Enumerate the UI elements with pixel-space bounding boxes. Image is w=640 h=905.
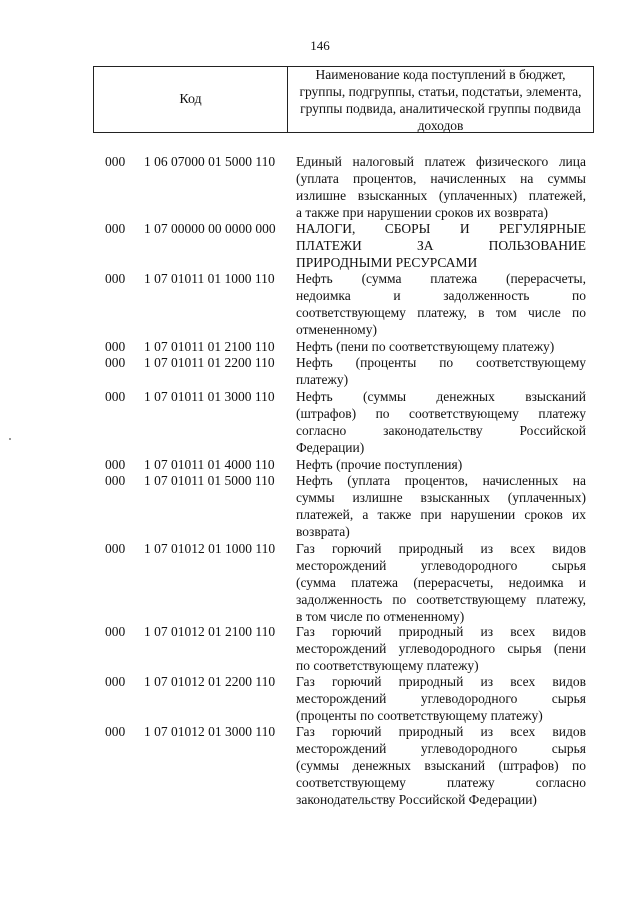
admin-code: 000 bbox=[105, 674, 126, 689]
description-line: а также при нарушении сроков их возврата) bbox=[296, 205, 548, 220]
description-line: Нефть (сумма платежа (перерасчеты, bbox=[296, 271, 586, 286]
revenue-description bbox=[296, 540, 586, 625]
description-line: месторождений углеводородного сырья (пени bbox=[296, 641, 586, 656]
description-line: ПРИРОДНЫМИ РЕСУРСАМИ bbox=[296, 255, 478, 270]
admin-code: 000 bbox=[105, 154, 126, 169]
scan-mark bbox=[9, 438, 11, 440]
description-line: суммы излишне взысканных (уплаченных) bbox=[296, 490, 586, 505]
admin-code: 000 bbox=[105, 271, 126, 286]
name-column-header: Наименование кода поступлений в бюджет, группы, подгруппы, статьи, подстатьи, элемента, группы подвида, аналитической группы подвида доходов bbox=[299, 66, 582, 133]
description-line: недоимка и задолженность по bbox=[296, 288, 586, 303]
revenue-description bbox=[296, 456, 586, 473]
revenue-code: 1 07 01011 01 3000 110 bbox=[144, 389, 275, 404]
description-line: излишне взысканных (уплаченных) платежей, bbox=[296, 188, 586, 203]
revenue-code: 1 07 01012 01 2100 110 bbox=[144, 624, 276, 639]
description-line: месторождений углеводородного сырья bbox=[296, 691, 586, 706]
description-line: Нефть (уплата процентов, начисленных на bbox=[296, 473, 586, 488]
description-line: (сумма платежа (перерасчеты, недоимка и bbox=[296, 575, 586, 590]
description-line: (уплата процентов, начисленных на суммы bbox=[296, 171, 586, 186]
revenue-description bbox=[296, 673, 586, 724]
description-line: задолженность по соответствующему платежу, bbox=[296, 592, 586, 607]
revenue-description bbox=[296, 623, 586, 674]
revenue-code: 1 07 01012 01 3000 110 bbox=[144, 724, 276, 739]
description-line: Единый налоговый платеж физического лица bbox=[296, 154, 586, 169]
description-line: законодательству Российской Федерации) bbox=[296, 792, 537, 807]
admin-code: 000 bbox=[105, 221, 126, 236]
description-line: Газ горючий природный из всех видов bbox=[296, 674, 586, 689]
admin-code: 000 bbox=[105, 389, 126, 404]
description-line: ПЛАТЕЖИ ЗА ПОЛЬЗОВАНИЕ bbox=[296, 238, 586, 253]
revenue-description bbox=[296, 354, 586, 388]
description-line: по соответствующему платежу) bbox=[296, 658, 479, 673]
admin-code: 000 bbox=[105, 339, 126, 354]
code-column-header: Код bbox=[94, 67, 288, 132]
description-line: (суммы денежных взысканий (штрафов) по bbox=[296, 758, 586, 773]
admin-code: 000 bbox=[105, 624, 126, 639]
description-line: Газ горючий природный из всех видов bbox=[296, 541, 586, 556]
page-number: 146 bbox=[310, 38, 330, 53]
description-line: (штрафов) по соответствующему платежу bbox=[296, 406, 586, 421]
description-line: Газ горючий природный из всех видов bbox=[296, 724, 586, 739]
revenue-code: 1 06 07000 01 5000 110 bbox=[144, 154, 276, 169]
description-line: возврата) bbox=[296, 524, 350, 539]
description-line: Газ горючий природный из всех видов bbox=[296, 624, 586, 639]
description-line: месторождений углеводородного сырья bbox=[296, 741, 586, 756]
revenue-description bbox=[296, 472, 586, 540]
admin-code: 000 bbox=[105, 355, 126, 370]
description-line: НАЛОГИ, СБОРЫ И РЕГУЛЯРНЫЕ bbox=[296, 221, 586, 236]
description-line: месторождений углеводородного сырья bbox=[296, 558, 586, 573]
description-line: Федерации) bbox=[296, 440, 365, 455]
revenue-description bbox=[296, 270, 586, 338]
description-line: платежу) bbox=[296, 372, 349, 387]
admin-code: 000 bbox=[105, 457, 126, 472]
description-line: согласно законодательству Российской bbox=[296, 423, 586, 438]
admin-code: 000 bbox=[105, 724, 126, 739]
description-line: Нефть (прочие поступления) bbox=[296, 457, 463, 472]
description-line: Нефть (суммы денежных взысканий bbox=[296, 389, 586, 404]
revenue-description bbox=[296, 220, 586, 271]
admin-code: 000 bbox=[105, 541, 126, 556]
description-line: соответствующему платежу согласно bbox=[296, 775, 586, 790]
description-line: в том числе по отмененному) bbox=[296, 609, 465, 624]
revenue-code: 1 07 01011 01 1000 110 bbox=[144, 271, 275, 286]
revenue-description bbox=[296, 388, 586, 456]
description-line: отмененному) bbox=[296, 322, 377, 337]
revenue-code: 1 07 01011 01 4000 110 bbox=[144, 457, 275, 472]
revenue-code: 1 07 01012 01 2200 110 bbox=[144, 674, 276, 689]
description-line: соответствующему платежу, в том числе по bbox=[296, 305, 586, 320]
description-line: Нефть (проценты по соответствующему bbox=[296, 355, 586, 370]
revenue-description bbox=[296, 723, 586, 808]
revenue-description bbox=[296, 153, 586, 221]
description-line: платежей, а также при нарушении сроков их bbox=[296, 507, 586, 522]
revenue-code: 1 07 01011 01 2100 110 bbox=[144, 339, 275, 354]
description-line: Нефть (пени по соответствующему платежу) bbox=[296, 339, 555, 354]
admin-code: 000 bbox=[105, 473, 126, 488]
revenue-code: 1 07 01011 01 2200 110 bbox=[144, 355, 275, 370]
revenue-code: 1 07 01011 01 5000 110 bbox=[144, 473, 275, 488]
description-line: (проценты по соответствующему платежу) bbox=[296, 708, 543, 723]
revenue-code: 1 07 01012 01 1000 110 bbox=[144, 541, 276, 556]
revenue-description bbox=[296, 338, 586, 355]
revenue-code: 1 07 00000 00 0000 000 bbox=[144, 221, 276, 236]
